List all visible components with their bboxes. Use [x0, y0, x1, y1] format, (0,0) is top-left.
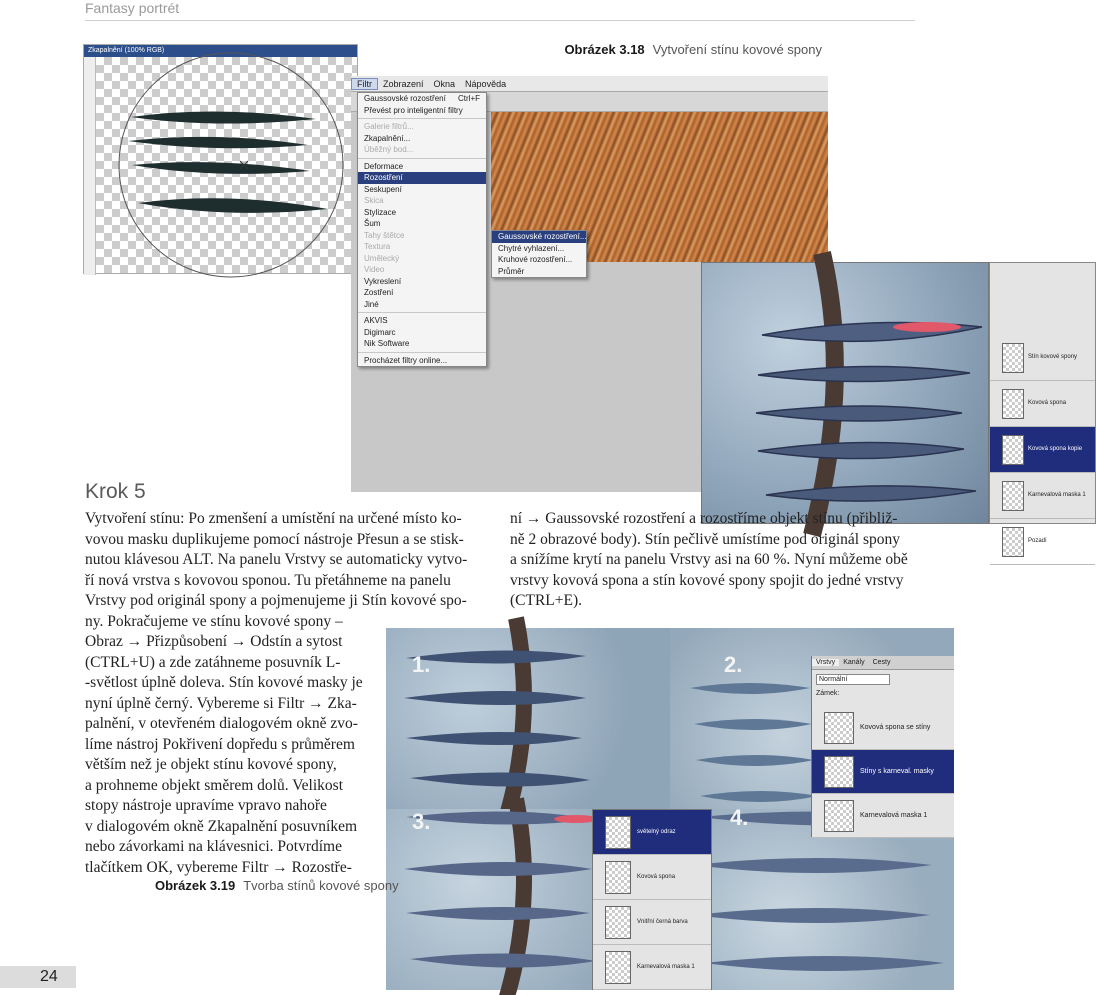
body-text-line: Obraz → Přizpůsobení → Odstín a sytost: [85, 633, 343, 650]
filter-menu-item[interactable]: [358, 105, 486, 117]
filter-menu-item-label: Skica: [364, 196, 384, 205]
lock-label: Zámek:: [816, 690, 840, 697]
layer-name: Kovová spona: [1028, 400, 1067, 406]
body-text-line: ně 2 obrazové body). Stín pečlivě umístíme pod originál spony: [510, 530, 901, 548]
body-text-line: líme nástroj Pokřivení dopředu s průměrem: [85, 735, 355, 753]
liquify-screenshot: [83, 44, 358, 274]
filter-menu-item-label: Stylizace: [364, 207, 397, 217]
layer-row[interactable]: [812, 794, 954, 838]
layer-thumbnail: [824, 712, 854, 744]
layer-thumbnail: [824, 800, 854, 832]
layer-thumbnail: [605, 951, 631, 984]
panel-number-1: 1.: [412, 652, 431, 677]
figure-number: Obrázek 3.18: [564, 42, 645, 57]
filter-menu-item-label: Procházet filtry online...: [364, 355, 448, 365]
filter-menu-item-label: Seskupení: [364, 184, 402, 194]
filter-menu-item-label: Zkapalnění...: [364, 133, 411, 143]
layer-row[interactable]: [593, 900, 711, 945]
submenu-item-average[interactable]: Průměr: [498, 266, 525, 276]
filter-menu-item[interactable]: [358, 133, 486, 145]
layer-name: Stíny s karneval. masky: [860, 768, 934, 775]
filter-menu-item-label: Převést pro inteligentní filtry: [364, 105, 463, 115]
layer-thumbnail: [605, 861, 631, 894]
layers-tabs: [812, 656, 954, 670]
filter-menu-item[interactable]: [358, 230, 486, 242]
filter-menu-item[interactable]: [358, 327, 486, 339]
layer-row[interactable]: [812, 750, 954, 794]
body-text-line: a snížíme krytí na panelu Vrstvy asi na 60 %. Nyní můžeme obě: [510, 551, 908, 568]
body-text-line: ní → Gaussovské rozostření a rozostříme objekt stínu (přibliž-: [510, 510, 898, 527]
submenu-item-gaussian-blur[interactable]: Gaussovské rozostření...: [492, 231, 586, 243]
tab-channels[interactable]: Kanály: [843, 659, 865, 666]
body-text-right: [510, 509, 915, 612]
menu-separator: [358, 158, 486, 159]
layer-row[interactable]: [990, 519, 1095, 565]
body-text-line: tlačítkem OK, vybereme Filtr → Rozostře-: [85, 858, 352, 876]
filter-menu-item-label: Gaussovské rozostření: [364, 94, 446, 103]
layer-thumbnail: [824, 756, 854, 788]
filter-menu-item[interactable]: [358, 93, 486, 105]
layer-row[interactable]: [990, 473, 1095, 519]
clip-shadow-shapes: [96, 57, 358, 275]
body-text-line: nutou klávesou ALT. Na panelu Vrstvy se automaticky vytvo-: [85, 551, 468, 568]
figure-caption-text: Vytvoření stínu kovové spony: [652, 42, 822, 57]
menu-filter[interactable]: Filtr: [351, 78, 378, 90]
mask-render: [701, 262, 989, 524]
filter-menu-item-label: Tahy štětce: [364, 230, 405, 240]
layer-row[interactable]: [593, 855, 711, 900]
filter-menu-item[interactable]: [358, 161, 486, 173]
body-text-line: (CTRL+U) a zde zatáhneme posuvník L-: [85, 653, 341, 671]
menu-help[interactable]: Nápověda: [465, 79, 507, 89]
window-title: Zkapalnění (100% RGB): [84, 45, 357, 57]
body-text-line: větším než je objekt stínu kovové spony,: [85, 756, 337, 773]
layer-row[interactable]: [812, 706, 954, 750]
menu-window[interactable]: Okna: [433, 79, 456, 89]
menu-view[interactable]: Zobrazení: [383, 79, 424, 89]
menu-separator: [358, 352, 486, 353]
body-text-line: ny. Pokračujeme ve stínu kovové spony –: [85, 612, 343, 630]
shortcut-label: Ctrl+F: [458, 94, 480, 103]
submenu-item-smart-blur[interactable]: Chytré vyhlazení...: [498, 243, 565, 253]
filter-menu-item[interactable]: [358, 276, 486, 288]
filter-menu-item-label: Umělecký: [364, 253, 400, 263]
filter-menu-item-label: Textura: [364, 242, 391, 251]
filter-menu-item-label: Video: [364, 265, 385, 274]
menu-separator: [358, 312, 486, 313]
body-text-line: palnění, v otevřeném dialogovém okně zvo-: [85, 715, 358, 732]
menubar: [351, 76, 828, 92]
filter-menu-item-label: Nik Software: [364, 339, 410, 348]
blend-mode-select[interactable]: Normální: [816, 674, 890, 685]
filter-menu-item-label: AKVIS: [364, 316, 388, 325]
filter-menu-item[interactable]: [358, 121, 486, 133]
filter-menu-item[interactable]: [358, 338, 486, 350]
panel-number-3: 3.: [412, 809, 431, 834]
filter-menu-item-label: Digimarc: [364, 327, 396, 337]
filter-menu-item[interactable]: [358, 218, 486, 230]
body-text-line: v dialogovém okně Zkapalnění posuvníkem: [85, 817, 358, 835]
filter-menu-item[interactable]: [358, 315, 486, 327]
filter-menu-item-label: Šum: [364, 219, 381, 228]
panel-number-4: 4.: [730, 805, 749, 830]
tab-paths[interactable]: Cesty: [872, 659, 891, 666]
layer-row[interactable]: [990, 427, 1095, 473]
figure-caption-text: Tvorba stínů kovové spony: [243, 878, 399, 893]
layer-row[interactable]: [593, 810, 711, 855]
body-text-line: nebo závorkami na klávesnici. Potvrdíme: [85, 838, 342, 855]
panel-number-2: 2.: [724, 652, 743, 677]
layer-name: Stín kovové spony: [1028, 354, 1078, 360]
layers-panel-top: [811, 656, 954, 837]
body-text-line: -světlost úplně doleva. Stín kovové masky je: [85, 674, 363, 691]
filter-menu-item-label: Vykreslení: [364, 276, 402, 286]
tool-strip: [84, 57, 96, 275]
blur-submenu: [491, 230, 587, 278]
filter-menu-item-label: Zostření: [364, 288, 394, 297]
figure-number: Obrázek 3.19: [155, 878, 236, 893]
tab-layers[interactable]: Vrstvy: [812, 659, 839, 666]
filter-menu-item-label: Rozostření: [364, 173, 403, 182]
body-text-line: a prohneme objekt směrem dolů. Velikost: [85, 776, 343, 794]
layers-panel: [989, 262, 1096, 544]
layer-name: Kovová spona: [637, 874, 676, 880]
filter-menu-item[interactable]: [358, 253, 486, 265]
layer-thumbnail: [1002, 527, 1024, 557]
filter-menu-item[interactable]: [358, 207, 486, 219]
running-head: Fantasy portrét: [85, 0, 180, 16]
layer-name: Karnevalová maska 1: [637, 964, 695, 970]
layer-name: Karnevalová maska 1: [860, 812, 928, 819]
layer-row[interactable]: [990, 381, 1095, 427]
header-rule: [85, 20, 915, 21]
submenu-item-radial-blur[interactable]: Kruhové rozostření...: [498, 255, 573, 264]
step-panel-1: [386, 628, 670, 809]
filter-menu-item[interactable]: [358, 172, 486, 184]
body-text-line: nyní úplně černý. Vybereme si Filtr → Zka-: [85, 694, 357, 712]
filter-menu-item-label: Galerie filtrů...: [364, 122, 414, 131]
layer-thumbnail: [1002, 389, 1024, 419]
body-text-line: Vrstvy pod originál spony a pojmenujeme ji Stín kovové spo-: [85, 592, 467, 609]
body-text-line: Vytvoření stínu: Po zmenšení a umístění na určené místo ko-: [85, 510, 462, 527]
filter-menu-item[interactable]: [358, 195, 486, 207]
layer-name: Karnevalová maska 1: [1028, 492, 1086, 498]
transparent-canvas: [96, 57, 357, 273]
layer-name: světelný odraz: [637, 829, 676, 835]
filter-menu-item[interactable]: [358, 299, 486, 311]
filter-menu-item-label: Deformace: [364, 161, 404, 171]
filter-menu: [357, 92, 487, 367]
body-text-line: (CTRL+E).: [510, 592, 583, 609]
step-heading: Krok 5: [85, 480, 146, 503]
filter-menu-item[interactable]: [358, 241, 486, 253]
filter-menu-item[interactable]: [358, 144, 486, 156]
body-text-line: vovou masku duplikujeme pomocí nástroje Přesun a se stisk-: [85, 530, 464, 548]
layer-name: Kovová spona kopie: [1028, 446, 1083, 452]
layer-thumbnail: [1002, 481, 1024, 511]
menu-separator: [358, 118, 486, 119]
page-number: 24: [40, 968, 58, 985]
layer-name: Vnitřní černá barva: [637, 919, 688, 925]
body-text-line: vrstvy kovová spona a stín kovové spony spojit do jedné vrstvy: [510, 571, 904, 589]
filter-menu-item[interactable]: [358, 184, 486, 196]
layer-name: Kovová spona se stíny: [860, 724, 931, 731]
filter-menu-item[interactable]: [358, 355, 486, 367]
layer-thumbnail: [1002, 343, 1024, 373]
page-number-bar: [0, 966, 76, 988]
layer-thumbnail: [605, 906, 631, 939]
figure-319: [386, 628, 954, 990]
layer-row[interactable]: [593, 945, 711, 990]
filter-menu-item[interactable]: [358, 264, 486, 276]
metal-clip-artwork: [702, 263, 990, 525]
body-text-line: stopy nástroje upravíme vpravo nahoře: [85, 797, 327, 814]
filter-menu-item-label: Jiné: [364, 299, 379, 309]
layer-row[interactable]: [990, 335, 1095, 381]
filter-menu-item-label: Úběžný bod...: [364, 145, 414, 154]
layers-panel-bottom: [592, 809, 712, 990]
layer-name: Pozadí: [1028, 538, 1047, 544]
layer-thumbnail: [605, 816, 631, 849]
body-text-line: ří nová vrstva s kovovou sponou. Tu přetáhneme na panelu: [85, 571, 451, 589]
layer-thumbnail: [1002, 435, 1024, 465]
figure-caption-319: [155, 878, 399, 893]
filter-menu-item[interactable]: [358, 287, 486, 299]
